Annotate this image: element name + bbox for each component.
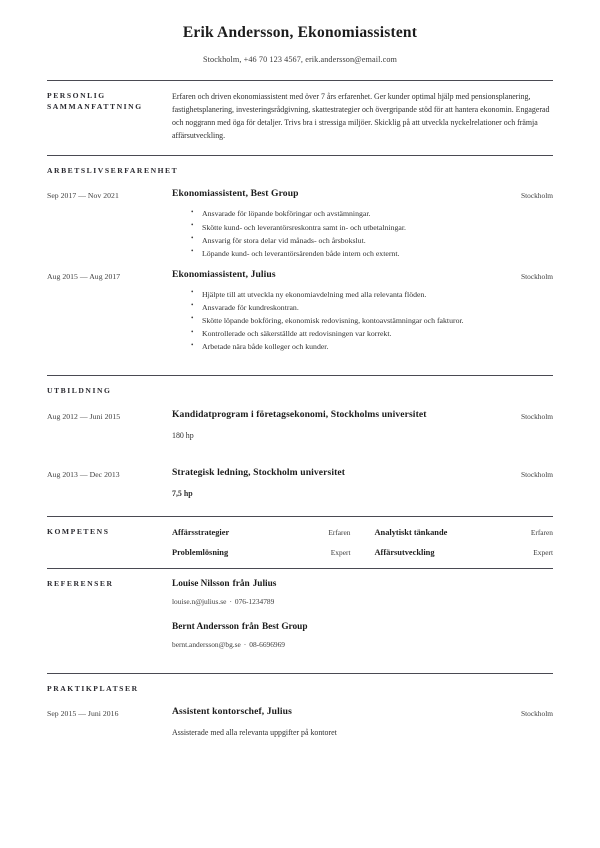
spacer [172,559,553,568]
internship-entry [47,697,553,739]
entry-date: Aug 2013 — Dec 2013 [47,469,120,479]
list-item: • Ansvarade för kundreskontran. [191,301,481,314]
skills-body [172,517,553,569]
reference-name-line [172,621,553,634]
reference-item [172,621,553,650]
section-label-summary-line1: PERSONLIG [47,90,106,100]
section-header-experience [47,156,553,180]
skill-level: Expert [533,548,553,558]
entry-location: Stockholm [520,271,553,281]
section-label-skills: KOMPETENS [47,526,110,536]
list-item: • Skötte kund- och leverantörsreskontra samt in- och utbetalningar. [191,221,481,234]
reference-email[interactable]: louise.n@julius.se [172,596,227,606]
references-label-col [47,569,172,590]
summary-label-col [47,81,172,114]
entry-date: Aug 2015 — Aug 2017 [47,271,121,281]
skill-item [351,527,554,539]
list-item: • Hjälpte till att utveckla ny ekonomiavdelning med alla relevanta flöden. [191,288,481,301]
skill-row [172,527,553,539]
list-item: • Arbetade nära både kolleger och kunder. [191,340,481,353]
entry-main [172,188,489,259]
skill-item [351,547,554,559]
section-header-education [47,376,553,400]
entry-location: Stockholm [520,469,553,479]
spacer [172,651,553,673]
references-body [172,569,553,673]
skill-row [172,547,553,559]
reference-contact-line [172,640,553,651]
reference-person-name: Bernt Andersson [172,622,239,633]
skill-name: Affärsutveckling [374,548,435,558]
section-label-experience: ARBETSLIVSERFARENHET [47,165,179,175]
spacer [47,353,553,375]
entry-main [172,467,489,500]
skills-grid [172,526,553,560]
entry-title: Strategisk ledning, Stockholm universitet [172,466,346,478]
experience-entry [47,260,553,353]
reference-item [172,578,553,607]
list-item: • Löpande kund- och leverantörsärenden både intern och externt. [191,247,481,260]
reference-separator: · [229,596,232,606]
skills-label-col [47,517,172,538]
entry-detail: 7,5 hp [172,488,193,498]
entry-location: Stockholm [520,709,553,719]
skill-name: Affärsstrategier [172,527,230,537]
section-summary [47,81,553,155]
skill-name: Problemlösning [172,548,229,558]
section-label-references: REFERENSER [47,579,114,589]
spacer [47,500,553,516]
section-label-education: UTBILDNING [47,386,112,396]
section-skills [47,517,553,569]
entry-main [172,706,489,739]
reference-contact-line [172,597,553,608]
reference-company: Best Group [261,622,308,633]
reference-name-line [172,578,553,591]
skill-name: Analytiskt tänkande [374,527,448,537]
education-entry [47,458,553,500]
skill-level: Erfaren [530,527,553,537]
section-label-internships: PRAKTIKPLATSER [47,683,139,693]
entry-title: Ekonomiassistent, Best Group [172,188,299,200]
entry-bullets [172,207,481,259]
list-item: • Skötte löpande bokföring, ekonomisk redovisning, kontoavstämningar och fakturor. [191,314,481,327]
entry-location: Stockholm [520,191,553,201]
list-item: • Kontrollerade och säkerställde att redovisningen var korrekt. [191,327,481,340]
reference-phone: 08-6696969 [249,639,285,649]
entry-bullets [172,288,481,353]
reference-from-word: från [241,622,259,633]
entry-date: Sep 2017 — Nov 2021 [47,191,119,201]
entry-title: Ekonomiassistent, Julius [172,268,276,280]
list-item: • Ansvarade för löpande bokföringar och avstämningar. [191,207,481,220]
skill-item [172,527,351,539]
summary-text: Erfaren och driven ekonomiassistent med över 7 års erfarenhet. Ger kunder optimal hjälp med pensionsplanering, fastighetsplanering, investeringsrådgivning, skattestrategier och övergripande stöd för att hantera ekonomin. Engagerad och noggrann med öga för detaljer. Trivs bra i stressiga miljöer. Skicklig på att utveckla nyckelrelationer och främja affärsutveckling. [172,91,550,141]
spacer [47,442,553,458]
skill-level: Expert [330,548,351,558]
section-references [47,569,553,673]
reference-email[interactable]: bernt.andersson@bg.se [172,639,241,649]
section-header-internships [47,674,553,698]
entry-main [172,269,489,353]
summary-body [172,81,553,155]
entry-title: Kandidatprogram i företagsekonomi, Stockholms universitet [172,408,427,420]
section-label-summary-line2: SAMMANFATTNING [47,102,143,112]
experience-entry [47,179,553,259]
cv-header [47,0,553,64]
reference-company: Julius [252,579,277,590]
reference-phone: 076-1234789 [234,596,275,606]
reference-person-name: Louise Nilsson [172,579,230,590]
entry-title: Assistent kontorschef, Julius [172,706,292,718]
skill-level: Erfaren [328,527,351,537]
education-entry [47,400,553,442]
entry-location: Stockholm [520,411,553,421]
entry-detail: 180 hp [172,430,194,440]
contact-line: Stockholm, +46 70 123 4567, erik.andersson@email.com [202,54,398,64]
entry-date: Sep 2015 — Juni 2016 [47,709,119,719]
page-title: Erik Andersson, Ekonomiassistent [182,24,418,41]
entry-date: Aug 2012 — Juni 2015 [47,411,121,421]
entry-detail: Assisterade med alla relevanta uppgifter på kontoret [172,728,337,738]
entry-main [172,409,489,442]
skill-item [172,547,351,559]
reference-from-word: från [232,579,250,590]
list-item: • Ansvarig för stora delar vid månads- och årsbokslut. [191,234,481,247]
reference-separator: · [243,639,247,649]
